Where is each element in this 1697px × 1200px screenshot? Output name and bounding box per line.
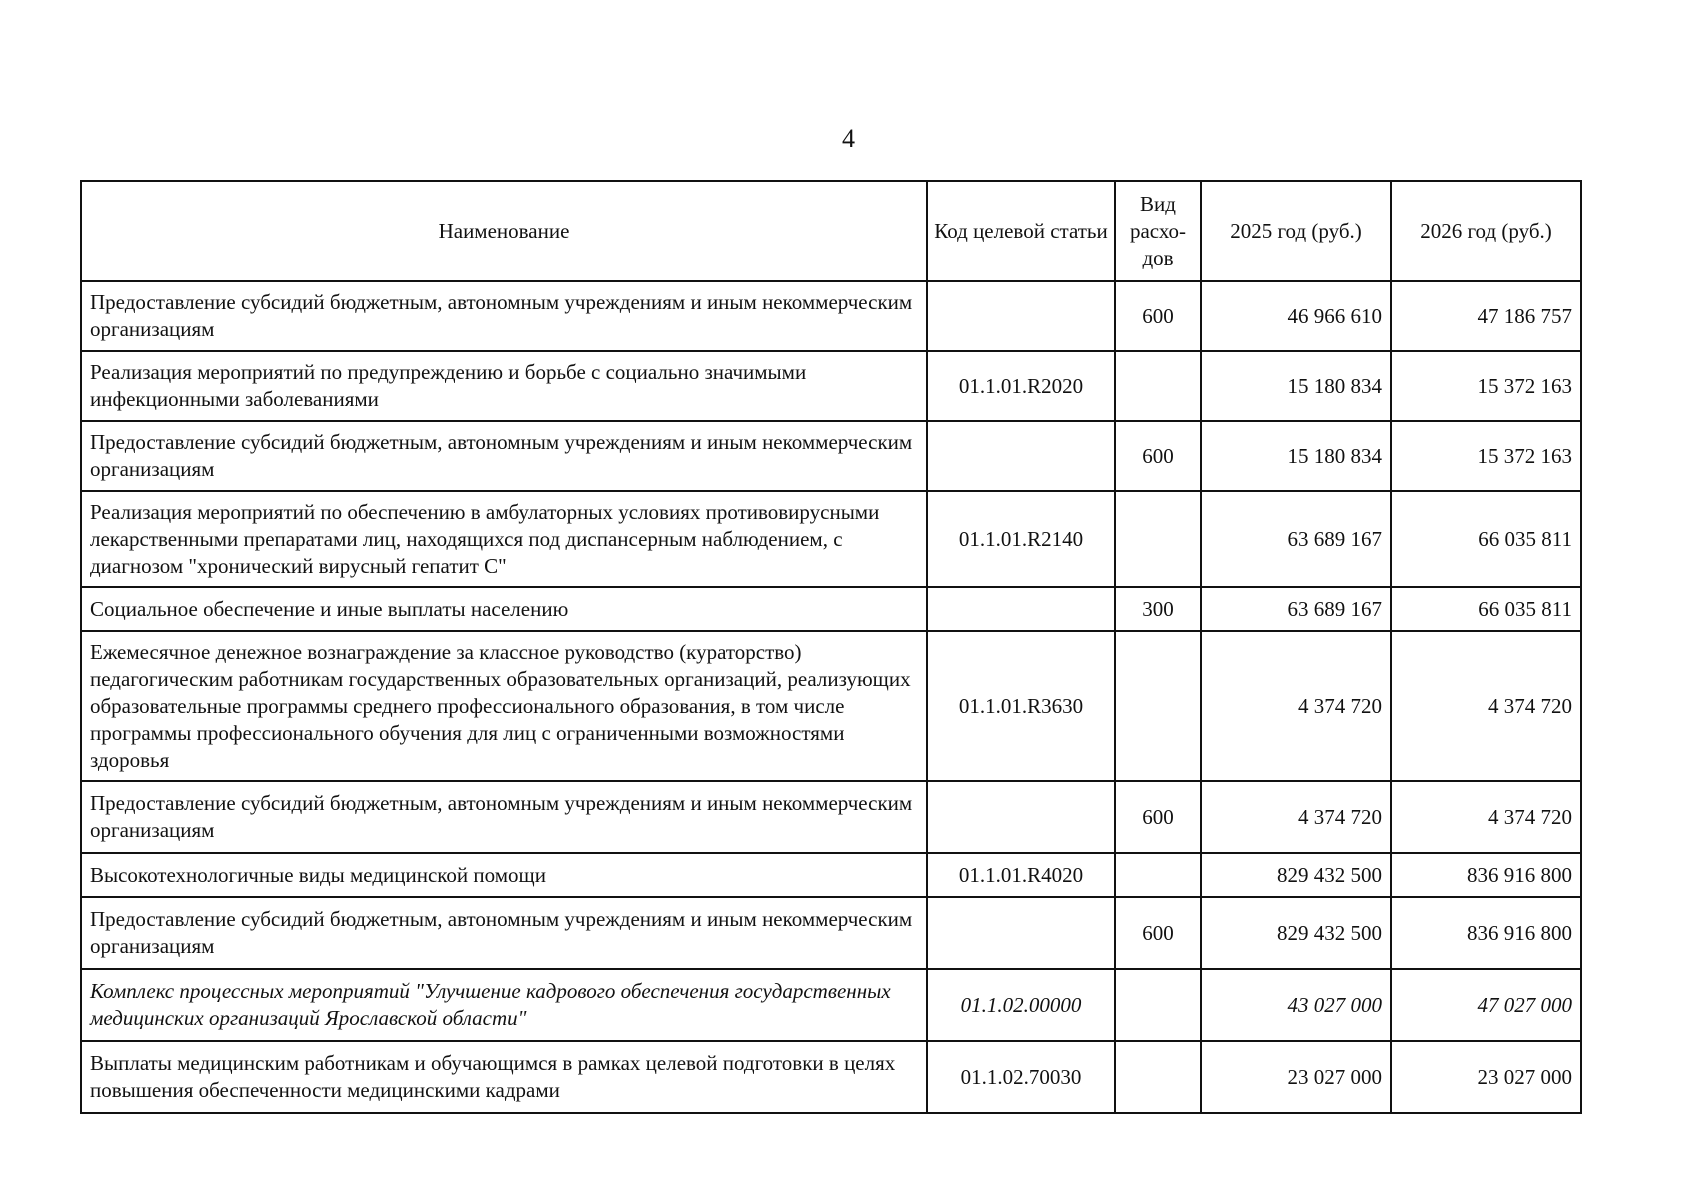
table-body: [81, 281, 1581, 1113]
row-code-cell: 01.1.01.R2020: [927, 351, 1115, 421]
table-row: [81, 421, 1581, 491]
row-name-cell: Выплаты медицинским работникам и обучающимся в рамках целевой подготовки в целях повышения обеспеченности медицинскими кадрами: [81, 1041, 927, 1113]
row-amount-2026-cell: 4 374 720: [1391, 781, 1581, 853]
row-amount-2026-cell: 836 916 800: [1391, 897, 1581, 969]
row-amount-2025-cell: 63 689 167: [1201, 587, 1391, 631]
row-amount-2025-cell: 829 432 500: [1201, 897, 1391, 969]
row-kind-cell: [1115, 631, 1201, 781]
row-kind-cell: [1115, 1041, 1201, 1113]
row-kind-cell: 300: [1115, 587, 1201, 631]
row-amount-2025-cell: 43 027 000: [1201, 969, 1391, 1041]
row-kind-cell: [1115, 969, 1201, 1041]
budget-table: [80, 180, 1582, 1114]
row-code-cell: [927, 587, 1115, 631]
table-row: [81, 491, 1581, 587]
row-kind-cell: 600: [1115, 281, 1201, 351]
row-code-cell: 01.1.02.70030: [927, 1041, 1115, 1113]
row-amount-2026-cell: 15 372 163: [1391, 351, 1581, 421]
row-amount-2025-cell: 15 180 834: [1201, 351, 1391, 421]
row-amount-2025-cell: 4 374 720: [1201, 631, 1391, 781]
table-row: [81, 587, 1581, 631]
row-kind-cell: [1115, 491, 1201, 587]
table-row: [81, 897, 1581, 969]
row-code-cell: 01.1.01.R3630: [927, 631, 1115, 781]
header-year-2025: 2025 год (руб.): [1201, 181, 1391, 281]
row-amount-2025-cell: 46 966 610: [1201, 281, 1391, 351]
table-row: [81, 631, 1581, 781]
row-kind-cell: 600: [1115, 781, 1201, 853]
table-row: [81, 969, 1581, 1041]
row-code-cell: [927, 421, 1115, 491]
row-name-cell: Комплекс процессных мероприятий "Улучшение кадрового обеспечения государственных медицинских организаций Ярославской области": [81, 969, 927, 1041]
row-name-cell: Социальное обеспечение и иные выплаты населению: [81, 587, 927, 631]
row-name-cell: Реализация мероприятий по обеспечению в амбулаторных условиях противовирусными лекарственными препаратами лиц, находящихся под диспансерным наблюдением, с диагнозом "хронический вирусный гепатит С": [81, 491, 927, 587]
table-row: [81, 1041, 1581, 1113]
row-name-cell: Реализация мероприятий по предупреждению и борьбе с социально значимыми инфекционными заболеваниями: [81, 351, 927, 421]
header-code: Код целевой статьи: [927, 181, 1115, 281]
row-name-cell: Предоставление субсидий бюджетным, автономным учреждениям и иным некоммерческим организациям: [81, 897, 927, 969]
row-name-cell: Ежемесячное денежное вознаграждение за классное руководство (кураторство) педагогическим работникам государственных образовательных организаций, реализующих образовательные программы среднего профессионального образования, в том числе программы профессионального обучения для лиц с ограниченными возможностями здоровья: [81, 631, 927, 781]
header-name: Наименование: [81, 181, 927, 281]
row-name-cell: Предоставление субсидий бюджетным, автономным учреждениям и иным некоммерческим организациям: [81, 421, 927, 491]
row-amount-2026-cell: 66 035 811: [1391, 587, 1581, 631]
row-code-cell: [927, 281, 1115, 351]
row-amount-2026-cell: 66 035 811: [1391, 491, 1581, 587]
table-row: [81, 281, 1581, 351]
row-amount-2025-cell: 23 027 000: [1201, 1041, 1391, 1113]
header-kind: Вид расхо-дов: [1115, 181, 1201, 281]
row-amount-2025-cell: 829 432 500: [1201, 853, 1391, 897]
row-kind-cell: [1115, 351, 1201, 421]
row-code-cell: [927, 897, 1115, 969]
row-amount-2026-cell: 4 374 720: [1391, 631, 1581, 781]
row-code-cell: 01.1.02.00000: [927, 969, 1115, 1041]
table-row: [81, 853, 1581, 897]
row-amount-2026-cell: 836 916 800: [1391, 853, 1581, 897]
row-amount-2026-cell: 15 372 163: [1391, 421, 1581, 491]
table-header-row: [81, 181, 1581, 281]
row-amount-2025-cell: 63 689 167: [1201, 491, 1391, 587]
row-code-cell: [927, 781, 1115, 853]
row-amount-2026-cell: 47 186 757: [1391, 281, 1581, 351]
row-amount-2026-cell: 23 027 000: [1391, 1041, 1581, 1113]
row-amount-2025-cell: 15 180 834: [1201, 421, 1391, 491]
row-kind-cell: 600: [1115, 421, 1201, 491]
row-name-cell: Предоставление субсидий бюджетным, автономным учреждениям и иным некоммерческим организациям: [81, 281, 927, 351]
row-amount-2026-cell: 47 027 000: [1391, 969, 1581, 1041]
header-year-2026: 2026 год (руб.): [1391, 181, 1581, 281]
row-name-cell: Предоставление субсидий бюджетным, автономным учреждениям и иным некоммерческим организациям: [81, 781, 927, 853]
row-code-cell: 01.1.01.R2140: [927, 491, 1115, 587]
row-amount-2025-cell: 4 374 720: [1201, 781, 1391, 853]
table-row: [81, 351, 1581, 421]
row-kind-cell: 600: [1115, 897, 1201, 969]
row-code-cell: 01.1.01.R4020: [927, 853, 1115, 897]
row-kind-cell: [1115, 853, 1201, 897]
table-row: [81, 781, 1581, 853]
row-name-cell: Высокотехнологичные виды медицинской помощи: [81, 853, 927, 897]
page-number: 4: [842, 124, 855, 153]
